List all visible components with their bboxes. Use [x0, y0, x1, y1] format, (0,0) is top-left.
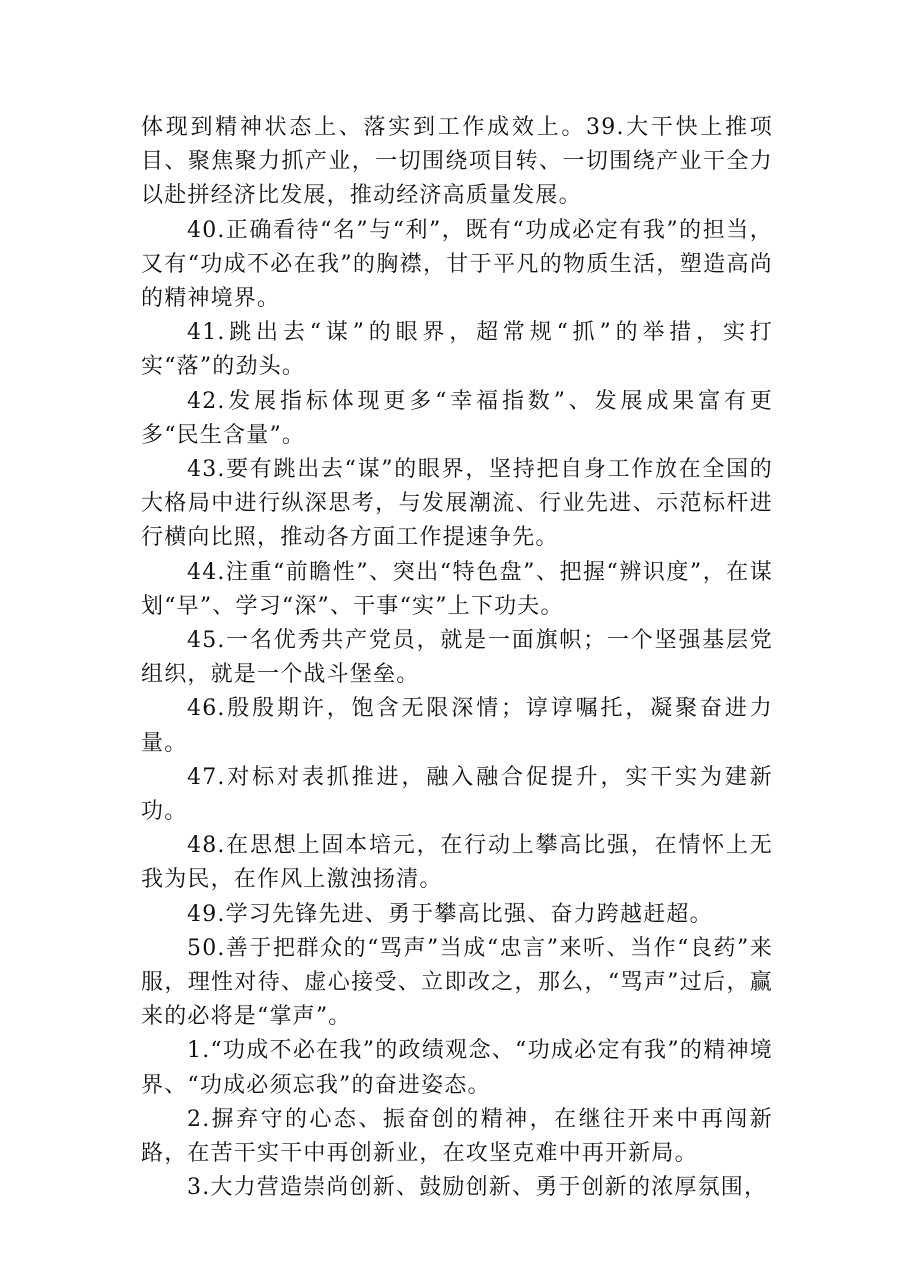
paragraph-48: 48.在思想上固本培元，在行动上攀高比强，在情怀上无我为民，在作风上激浊扬清。 [141, 833, 773, 893]
paragraph-41: 41.跳出去“谋”的眼界，超常规“抓”的举措，实打实“落”的劲头。 [141, 320, 773, 380]
paragraph-50: 50.善于把群众的“骂声”当成“忠言”来听、当作“良药”来服，理性对待、虚心接受、立即改之，那么，“骂声”过后，赢来的必将是“掌声”。 [141, 935, 773, 1030]
paragraph-40: 40.正确看待“名”与“利”，既有“功成必定有我”的担当，又有“功成不必在我”的胸襟，甘于平凡的物质生活，塑造高尚的精神境界。 [141, 217, 773, 312]
paragraph-1: 1.“功成不必在我”的政绩观念、“功成必定有我”的精神境界、“功成必须忘我”的奋进姿态。 [141, 1038, 773, 1098]
paragraph-2: 2.摒弃守的心态、振奋创的精神，在继往开来中再闯新路，在苦干实干中再创新业，在攻坚克难中再开新局。 [141, 1106, 773, 1167]
paragraph-43: 43.要有跳出去“谋”的眼界，坚持把自身工作放在全国的大格局中进行纵深思考，与发展潮流、行业先进、示范标杆进行横向比照，推动各方面工作提速争先。 [141, 457, 773, 551]
paragraph-3: 3.大力营造崇尚创新、鼓励创新、勇于创新的浓厚氛围， [187, 1175, 768, 1201]
paragraph-45: 45.一名优秀共产党员，就是一面旗帜；一个坚强基层党组织，就是一个战斗堡垒。 [141, 628, 773, 688]
paragraph-42: 42.发展指标体现更多“幸福指数”、发展成果富有更多“民生含量”。 [141, 388, 773, 448]
paragraph-49: 49.学习先锋先进、勇于攀高比强、奋力跨越赶超。 [187, 901, 713, 927]
paragraph-46: 46.殷殷期许，饱含无限深情；谆谆嘱托，凝聚奋进力量。 [141, 696, 773, 756]
paragraph-39-continuation: 体现到精神状态上、落实到工作成效上。39.大干快上推项目、聚焦聚力抓产业，一切围绕项目转、一切围绕产业干全力以赴拼经济比发展，推动经济高质量发展。 [141, 115, 773, 209]
paragraph-44: 44.注重“前瞻性”、突出“特色盘”、把握“辨识度”，在谋划“早”、学习“深”、干事“实”上下功夫。 [141, 559, 773, 619]
paragraph-47: 47.对标对表抓推进，融入融合促提升，实干实为建新功。 [141, 764, 773, 825]
document-body [141, 111, 773, 1206]
